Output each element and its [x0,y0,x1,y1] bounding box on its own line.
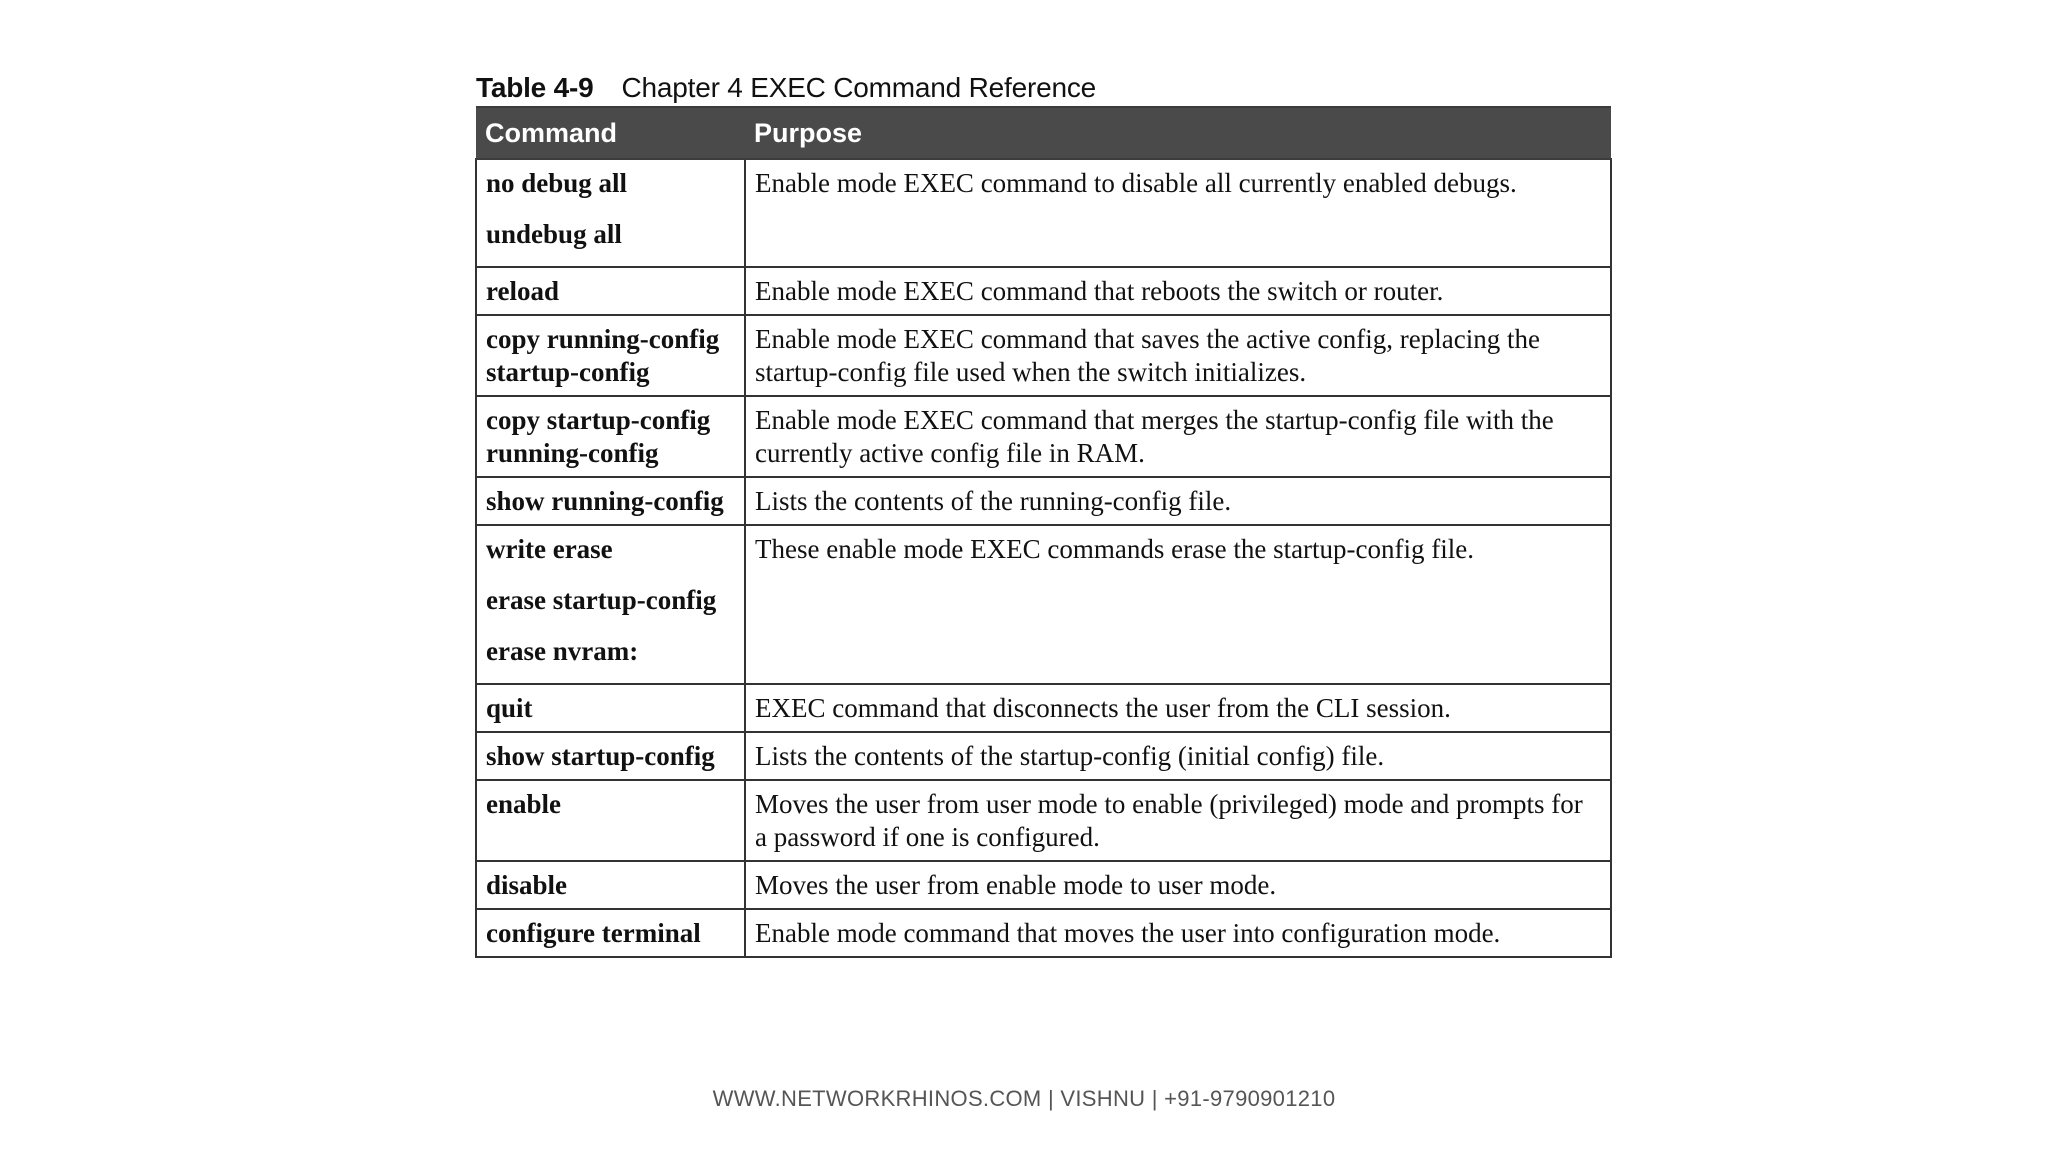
command-text: erase startup-config [486,585,717,615]
command-cell [476,684,745,732]
command-text: no debug all [486,168,628,198]
table-row [476,267,1611,315]
table-caption-title: Chapter 4 EXEC Command Reference [621,72,1097,103]
command-cell [476,477,745,525]
command-text: write erase [486,534,613,564]
command-cell [476,780,745,861]
command-cell [476,732,745,780]
table-row [476,684,1611,732]
table-row [476,909,1611,957]
command-text: startup-config [486,357,650,387]
command-cell [476,525,745,684]
table-body [476,159,1611,957]
purpose-cell: Moves the user from enable mode to user mode. [745,861,1611,909]
purpose-cell: Enable mode EXEC command that merges the startup-config file with the currently active config file in RAM. [745,396,1611,477]
table-row [476,732,1611,780]
command-text: erase nvram: [486,636,639,666]
table-row [476,477,1611,525]
purpose-cell: Moves the user from user mode to enable (privileged) mode and prompts for a password if one is configured. [745,780,1611,861]
column-header-command: Command [476,107,745,159]
table-row [476,159,1611,267]
purpose-cell: EXEC command that disconnects the user from the CLI session. [745,684,1611,732]
table-caption-label: Table 4-9 [476,72,594,103]
table-row [476,780,1611,861]
purpose-cell: Enable mode command that moves the user into configuration mode. [745,909,1611,957]
purpose-cell: Lists the contents of the running-config file. [745,477,1611,525]
table-row [476,315,1611,396]
command-reference-table [475,106,1612,958]
command-text: copy startup-config [486,405,711,435]
table-row [476,525,1611,684]
command-cell [476,267,745,315]
command-text: show running-config [486,486,724,516]
command-text: enable [486,789,562,819]
column-header-purpose: Purpose [745,107,1611,159]
command-text: show startup-config [486,741,715,771]
purpose-cell: Enable mode EXEC command to disable all currently enabled debugs. [745,159,1611,267]
footer-contact: WWW.NETWORKRHINOS.COM | VISHNU | +91-9790901210 [712,1086,1336,1111]
purpose-cell: These enable mode EXEC commands erase the startup-config file. [745,525,1611,684]
command-text: reload [486,276,559,306]
command-cell [476,396,745,477]
command-text: running-config [486,438,659,468]
command-cell [476,159,745,267]
purpose-cell: Lists the contents of the startup-config (initial config) file. [745,732,1611,780]
table-header-row [476,107,1611,159]
purpose-cell: Enable mode EXEC command that reboots the switch or router. [745,267,1611,315]
command-cell [476,315,745,396]
command-text: copy running-config [486,324,720,354]
command-cell [476,909,745,957]
command-text: disable [486,870,568,900]
table-row [476,396,1611,477]
command-text: quit [486,693,533,723]
purpose-cell: Enable mode EXEC command that saves the active config, replacing the startup-config file used when the switch initializes. [745,315,1611,396]
command-cell [476,861,745,909]
command-text: undebug all [486,219,622,249]
table-row [476,861,1611,909]
table-caption [476,72,1096,104]
command-text: configure terminal [486,918,701,948]
